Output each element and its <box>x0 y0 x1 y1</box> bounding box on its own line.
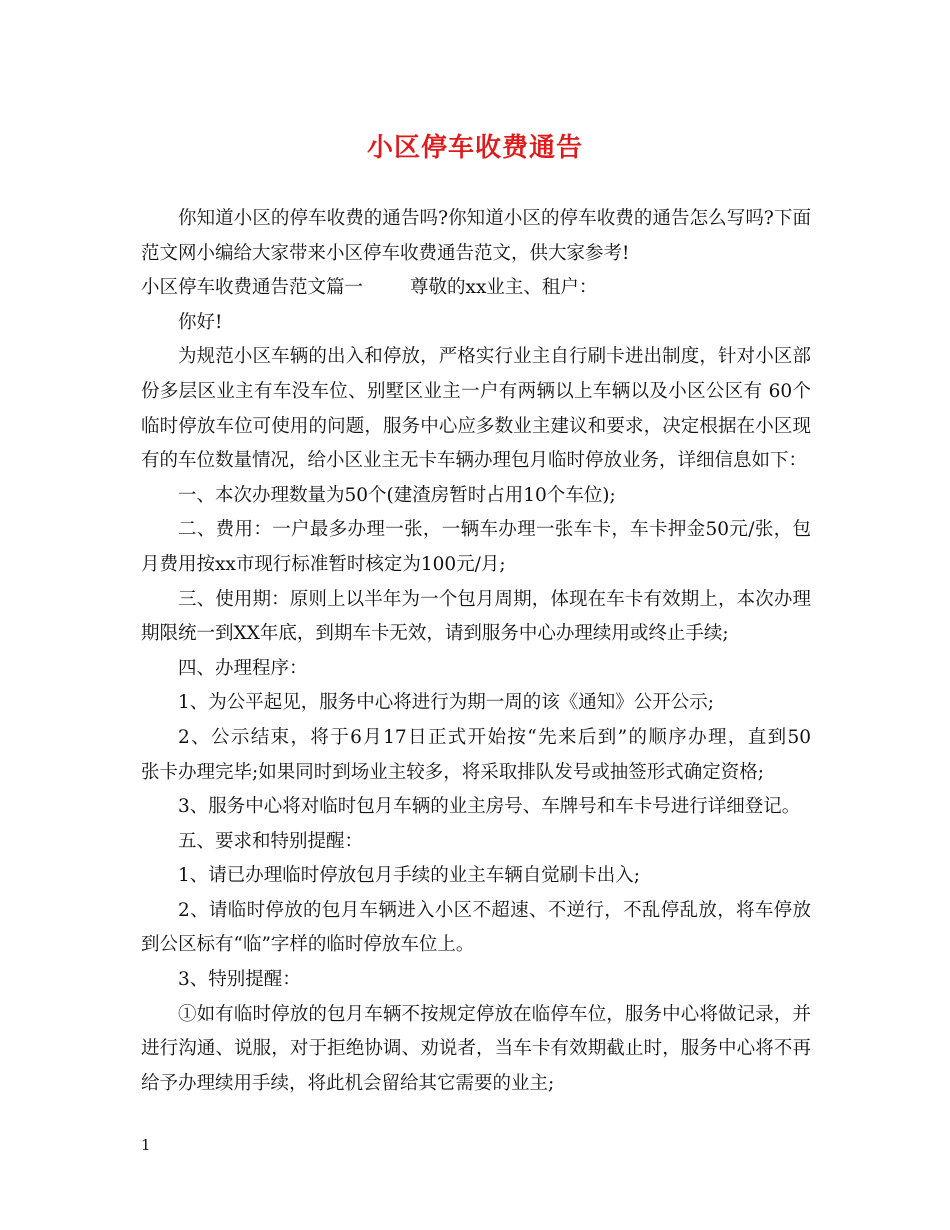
salutation: 尊敬的xx业主、租户： <box>410 277 598 299</box>
paragraph-line: 3、特别提醒： <box>178 969 301 991</box>
paragraph-line: 张卡办理完毕;如果同时到场业主较多，将采取排队发号或抽签形式确定资格; <box>141 761 764 783</box>
page-number: 1 <box>141 1136 151 1154</box>
paragraph-line: 月费用按xx市现行标准暂时核定为100元/月; <box>141 553 506 575</box>
paragraph-line: 有的车位数量情况，给小区业主无卡车辆办理包月临时停放业务，详细信息如下： <box>141 450 808 472</box>
page-title: 小区停车收费通告 <box>366 133 583 163</box>
paragraph-line: 期限统一到XX年底，到期车卡无效，请到服务中心办理续用或终止手续; <box>141 623 729 645</box>
paragraph-line: 给予办理续用手续，将此机会留给其它需要的业主; <box>141 1072 555 1094</box>
paragraph-line: 二、费用：一户最多办理一张，一辆车办理一张车卡，车卡押金50元/张，包 <box>178 519 811 541</box>
paragraph-line: 到公区标有“临”字样的临时停放车位上。 <box>141 934 475 956</box>
document-body <box>141 202 811 1101</box>
paragraph-line: 为规范小区车辆的出入和停放，严格实行业主自行刷卡进出制度，针对小区部 <box>178 346 811 368</box>
paragraph-line: 你好! <box>178 311 223 333</box>
paragraph-line: 五、要求和特别提醒： <box>178 830 364 852</box>
paragraph-line: 2、公示结束，将于6月17日正式开始按“先来后到”的顺序办理，直到50 <box>178 726 811 748</box>
paragraph-line: 临时停放车位可使用的问题，服务中心应多数业主建议和要求，决定根据在小区现 <box>141 415 811 437</box>
paragraph-line: 进行沟通、说服，对于拒绝协调、劝说者，当车卡有效期截止时，服务中心将不再 <box>141 1038 811 1060</box>
section-heading-row <box>141 271 811 306</box>
paragraph-line: 范文网小编给大家带来小区停车收费通告范文，供大家参考! <box>141 242 630 264</box>
paragraph-line: ①如有临时停放的包月车辆不按规定停放在临停车位，服务中心将做记录，并 <box>178 1003 811 1025</box>
paragraph-line: 一、本次办理数量为50个(建渣房暂时占用10个车位); <box>178 484 616 506</box>
paragraph-line: 三、使用期：原则上以半年为一个包月周期，体现在车卡有效期上，本次办理 <box>178 588 811 610</box>
paragraph-line: 3、服务中心将对临时包月车辆的业主房号、车牌号和车卡号进行详细登记。 <box>178 796 801 818</box>
paragraph-line: 份多层区业主有车没车位、别墅区业主一户有两辆以上车辆以及小区公区有 60个 <box>141 380 811 402</box>
paragraph-line: 1、请已办理临时停放包月手续的业主车辆自觉刷卡出入; <box>178 865 641 887</box>
section-heading: 小区停车收费通告范文篇一 <box>141 277 364 299</box>
paragraph-line: 四、办理程序： <box>178 657 308 679</box>
paragraph-line: 你知道小区的停车收费的通告吗?你知道小区的停车收费的通告怎么写吗?下面 <box>178 208 811 229</box>
paragraph-line: 2、请临时停放的包月车辆进入小区不超速、不逆行，不乱停乱放，将车停放 <box>178 899 811 921</box>
paragraph-line: 1、为公平起见，服务中心将进行为期一周的该《通知》公开公示; <box>178 692 715 714</box>
